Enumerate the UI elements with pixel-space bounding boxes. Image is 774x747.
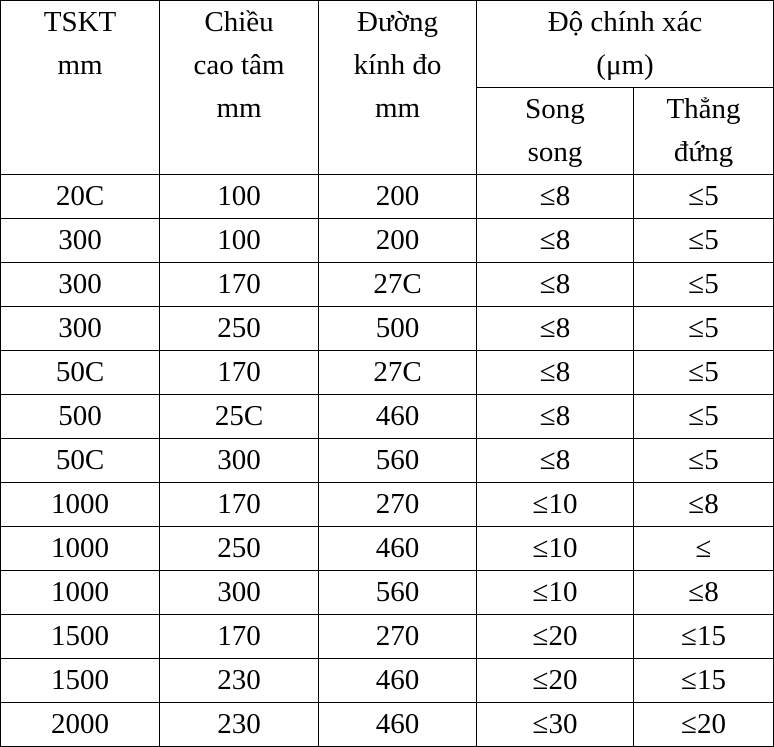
header-parallel-line-2: song — [527, 136, 583, 168]
cell-measure-diameter: 27C — [319, 351, 477, 395]
cell-center-height: 100 — [160, 175, 319, 219]
table-row — [1, 263, 774, 307]
cell-measure-diameter: 460 — [319, 659, 477, 703]
cell-vertical: ≤5 — [634, 395, 774, 439]
cell-center-height: 300 — [160, 439, 319, 483]
cell-tskt: 1000 — [1, 527, 160, 571]
cell-tskt: 1500 — [1, 659, 160, 703]
cell-measure-diameter: 200 — [319, 219, 477, 263]
cell-tskt: 50C — [1, 351, 160, 395]
cell-center-height: 170 — [160, 351, 319, 395]
cell-tskt: 500 — [1, 395, 160, 439]
header-tskt — [1, 1, 160, 175]
cell-measure-diameter: 560 — [319, 571, 477, 615]
cell-parallel: ≤20 — [477, 615, 634, 659]
table-row — [1, 615, 774, 659]
cell-vertical: ≤8 — [634, 571, 774, 615]
cell-parallel: ≤30 — [477, 703, 634, 747]
cell-tskt: 1000 — [1, 483, 160, 527]
table-row — [1, 439, 774, 483]
table-header — [1, 1, 774, 175]
header-center-height-line-3: mm — [216, 92, 262, 124]
header-measure-diameter — [319, 1, 477, 175]
cell-tskt: 1000 — [1, 571, 160, 615]
header-vertical-line-2: đứng — [673, 136, 734, 168]
cell-tskt: 1500 — [1, 615, 160, 659]
cell-tskt: 20C — [1, 175, 160, 219]
header-accuracy-line-2: (μm) — [596, 49, 654, 81]
cell-parallel: ≤10 — [477, 571, 634, 615]
table-row — [1, 703, 774, 747]
header-parallel-line-1: Song — [525, 93, 585, 125]
cell-center-height: 170 — [160, 483, 319, 527]
cell-parallel: ≤8 — [477, 351, 634, 395]
table-row — [1, 527, 774, 571]
header-parallel — [477, 88, 634, 175]
cell-tskt: 300 — [1, 263, 160, 307]
cell-vertical: ≤5 — [634, 351, 774, 395]
cell-parallel: ≤8 — [477, 395, 634, 439]
cell-parallel: ≤8 — [477, 175, 634, 219]
header-measure-diameter-line-1: Đường — [357, 6, 438, 38]
cell-parallel: ≤10 — [477, 527, 634, 571]
cell-vertical: ≤5 — [634, 175, 774, 219]
cell-center-height: 170 — [160, 615, 319, 659]
cell-tskt: 300 — [1, 219, 160, 263]
cell-parallel: ≤8 — [477, 219, 634, 263]
cell-tskt: 2000 — [1, 703, 160, 747]
cell-vertical: ≤20 — [634, 703, 774, 747]
cell-measure-diameter: 270 — [319, 483, 477, 527]
cell-measure-diameter: 200 — [319, 175, 477, 219]
cell-tskt: 50C — [1, 439, 160, 483]
cell-vertical: ≤15 — [634, 615, 774, 659]
table-row — [1, 175, 774, 219]
cell-measure-diameter: 270 — [319, 615, 477, 659]
cell-measure-diameter: 560 — [319, 439, 477, 483]
cell-measure-diameter: 500 — [319, 307, 477, 351]
cell-center-height: 100 — [160, 219, 319, 263]
table-row — [1, 395, 774, 439]
cell-measure-diameter: 27C — [319, 263, 477, 307]
header-tskt-line-2: mm — [57, 49, 103, 81]
cell-vertical: ≤5 — [634, 219, 774, 263]
cell-parallel: ≤10 — [477, 483, 634, 527]
header-vertical-line-1: Thẳng — [666, 93, 741, 125]
header-tskt-line-1: TSKT — [43, 6, 117, 38]
cell-measure-diameter: 460 — [319, 527, 477, 571]
header-measure-diameter-line-2: kính đo — [353, 49, 442, 81]
cell-measure-diameter: 460 — [319, 703, 477, 747]
cell-center-height: 230 — [160, 703, 319, 747]
header-center-height-line-1: Chiều — [204, 6, 274, 38]
cell-parallel: ≤20 — [477, 659, 634, 703]
cell-parallel: ≤8 — [477, 263, 634, 307]
table-row — [1, 571, 774, 615]
cell-center-height: 250 — [160, 307, 319, 351]
header-accuracy — [477, 1, 774, 88]
cell-parallel: ≤8 — [477, 439, 634, 483]
header-vertical — [634, 88, 774, 175]
cell-vertical: ≤15 — [634, 659, 774, 703]
table-row — [1, 307, 774, 351]
cell-center-height: 25C — [160, 395, 319, 439]
header-accuracy-line-1: Độ chính xác — [547, 6, 703, 38]
table-body — [1, 175, 774, 747]
cell-center-height: 170 — [160, 263, 319, 307]
table-row — [1, 351, 774, 395]
table-row — [1, 483, 774, 527]
cell-vertical: ≤5 — [634, 263, 774, 307]
header-center-height — [160, 1, 319, 175]
cell-vertical: ≤8 — [634, 483, 774, 527]
table-row — [1, 659, 774, 703]
cell-vertical: ≤5 — [634, 307, 774, 351]
table-row — [1, 219, 774, 263]
header-center-height-line-2: cao tâm — [193, 49, 285, 81]
cell-parallel: ≤8 — [477, 307, 634, 351]
cell-vertical: ≤ — [634, 527, 774, 571]
cell-center-height: 250 — [160, 527, 319, 571]
cell-measure-diameter: 460 — [319, 395, 477, 439]
cell-tskt: 300 — [1, 307, 160, 351]
cell-center-height: 300 — [160, 571, 319, 615]
header-measure-diameter-line-3: mm — [374, 92, 421, 124]
cell-vertical: ≤5 — [634, 439, 774, 483]
cell-center-height: 230 — [160, 659, 319, 703]
